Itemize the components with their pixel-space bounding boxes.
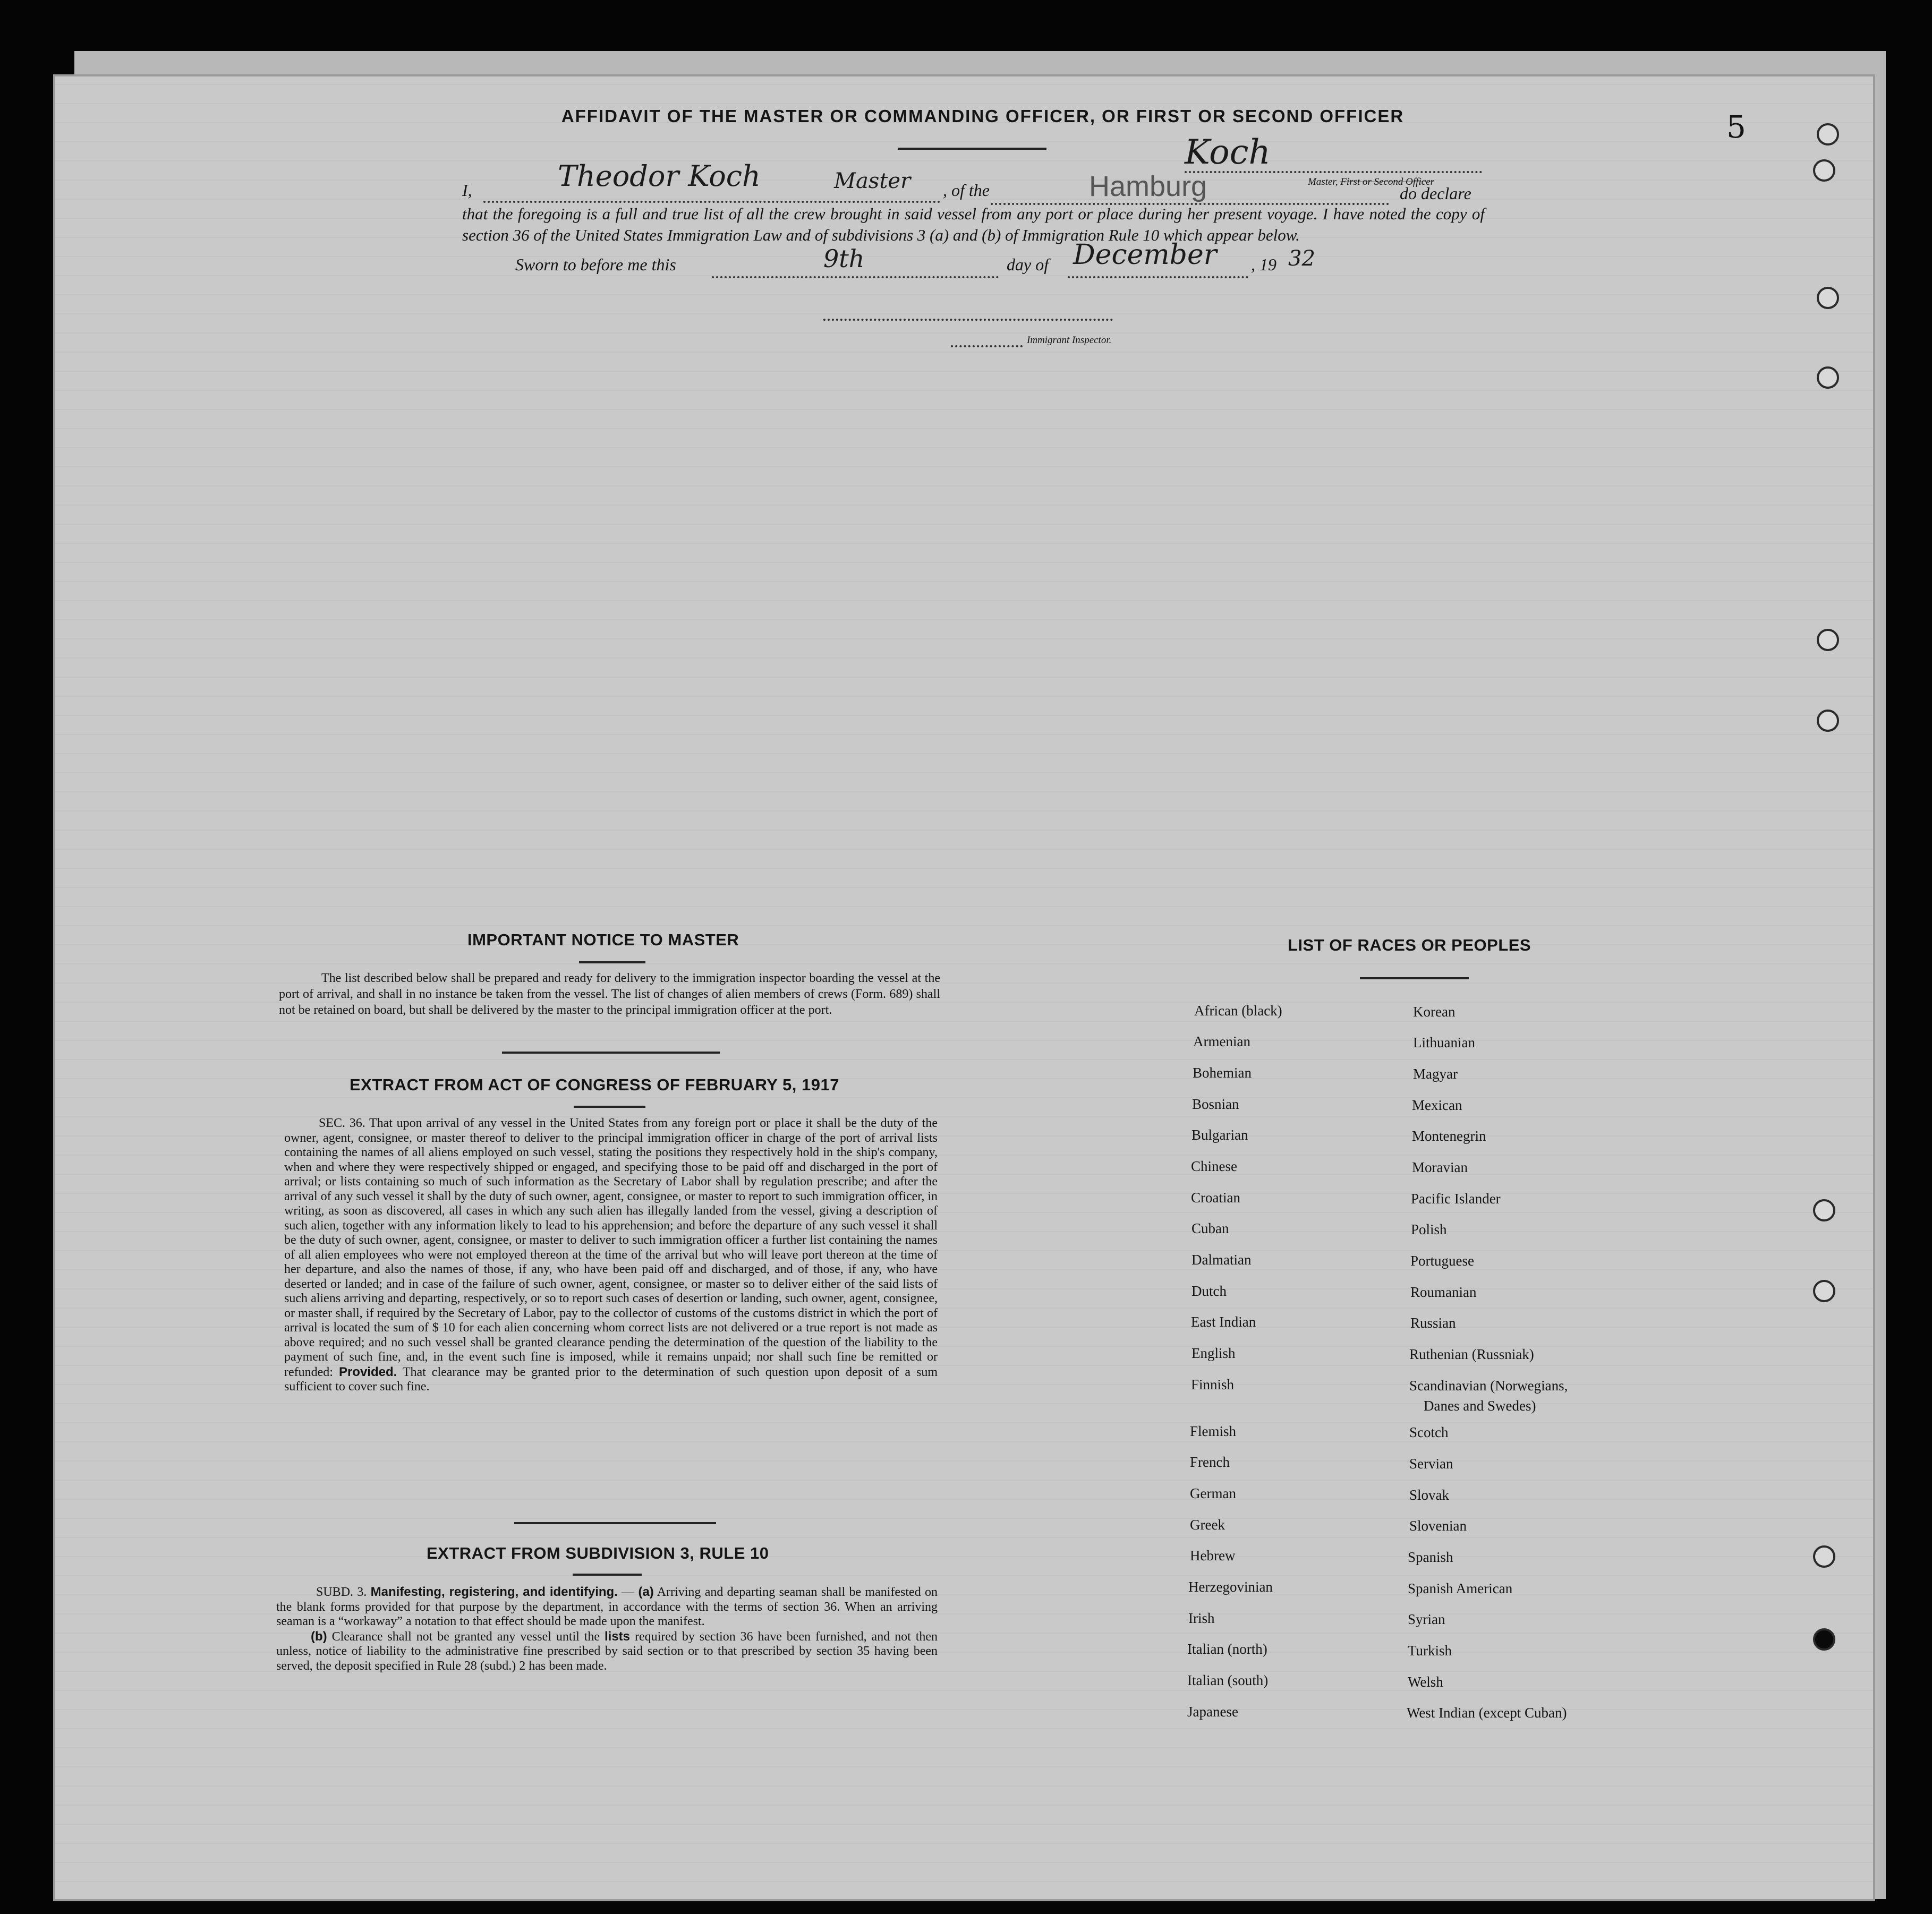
race-item: Welsh [1408,1674,1443,1690]
sworn-month: December [1073,239,1217,271]
binder-hole [1817,366,1839,389]
race-item: Cuban [1191,1220,1229,1236]
race-item: Slovak [1409,1487,1450,1503]
race-item: Ruthenian (Russniak) [1409,1346,1534,1362]
binder-hole [1817,710,1839,732]
affidavit-paragraph: that the foregoing is a full and true list of all the crew brought in said vessel from any port or place during her present voyage. I have noted the copy of section 36 of the United States Immigration Law and of subdivisions 3 (a) and (b) of Immigration Rule 10 which appear below. [462,204,1485,244]
race-item: Japanese [1187,1704,1238,1720]
race-item: Irish [1188,1610,1215,1626]
signature-label-struck: First or Second Officer [1340,176,1434,187]
race-item: Montenegrin [1412,1128,1486,1144]
race-item: Italian (south) [1187,1672,1269,1688]
name-field-line [483,201,940,203]
race-item: Magyar [1413,1066,1458,1082]
races-underline [1360,977,1469,979]
binder-hole [1817,629,1839,651]
subd-b-lists: lists [605,1629,631,1644]
notice-title: IMPORTANT NOTICE TO MASTER [467,930,739,949]
section-36-body: SEC. 36. That upon arrival of any vessel in the United States from any foreign port or place it shall be the duty of the owner, agent, consignee, or master thereof to deliver to the principal immigration officer in charge of the port of arrival lists containing the names of all aliens employed on such vessel, stating the positions they respectively hold in the ship's company, when and where they were respectively shipped or engaged, and specifying those to be paid off and discharged in the port of arrival; or lists containing so much of such information as the Secretary of Labor shall by regulation prescribe; and after the arrival of any such vessel it shall by the duty of such owner, agent, consignee, or master to report to such immigration officer, in writing, as soon as discovered, all cases in which any such alien has illegally landed from the vessel, giving a description of such alien, together with any information likely to lead to his apprehension; and before the departure of any such vessel it shall be the duty of such owner, agent, consignee, or master to deliver to such immigration officer a further list containing the names of all alien employees who were not employed thereon at the time of the arrival but who will leave port thereon at the time of her departure, and also the names of those, if any, who have been paid off and discharged, and of those, if any, who have deserted or landed; and in case of the failure of such owner, agent, consignee, or master so to deliver either of the said lists of such aliens arriving and departing, respectively, or so to report such cases of desertion or landing, such owner, agent, consignee, or master shall, if required by the Secretary of Labor, pay to the collector of customs of the customs district in which the port of arrival is located the sum of $ 10 for each alien concerning whom correct lists are not delivered or a true report is not made as above required; and no such vessel shall be granted clearance pending the determination of the question of the liability to the payment of such fine, and, in the event such fine is imposed, while it remains unpaid; nor shall such fine be remitted or refunded: [284,1116,938,1379]
subd-heading: Manifesting, registering, and identifying. [370,1585,618,1599]
section-divider [514,1522,716,1524]
binder-hole [1813,159,1835,182]
sworn-day: 9th [823,244,865,273]
sworn-year: 32 [1288,246,1315,271]
race-item: Mexican [1412,1097,1462,1113]
do-declare-label: do declare [1400,184,1471,203]
vessel-name-stamp: Hamburg [1089,170,1207,202]
races-title: LIST OF RACES OR PEOPLES [1288,936,1531,954]
rule-extract-title: EXTRACT FROM SUBDIVISION 3, RULE 10 [427,1544,769,1562]
signature-label [1185,176,1434,188]
race-item: Scotch [1409,1424,1449,1440]
signature-line [1185,171,1482,173]
race-item: Servian [1409,1456,1453,1472]
race-item: Danes and Swedes) [1424,1398,1536,1414]
race-item: East Indian [1191,1314,1256,1330]
sworn-label: Sworn to before me this [515,255,676,274]
race-item: Chinese [1191,1158,1237,1174]
race-item: Pacific Islander [1411,1191,1501,1207]
race-item: Syrian [1408,1611,1445,1627]
race-item: Dutch [1191,1283,1227,1299]
race-item: Flemish [1190,1423,1237,1439]
race-item: Korean [1413,1004,1456,1020]
binder-hole [1817,123,1839,146]
declarant-name: Theodor Koch [558,159,761,193]
race-item: Turkish [1408,1643,1452,1659]
master-signature: Koch [1185,133,1271,172]
notice-text: The list described below shall be prepared and ready for delivery to the immigration inspector boarding the vessel at the port of arrival, and shall in no instance be taken from the vessel. The list of changes of alien members of crews (Form. 689) shall not be retained on board, but shall be delivered by the master to the principal immigration officer at the port. [279,971,940,1017]
subd-a-text: Arriving and departing seaman shall be manifested on the blank forms provided for that purpose by the department, in accordance with the terms of section 36. When an arriving seaman is a “workaway” a notation to that effect should be made upon the manifest. [276,1585,938,1628]
declarant-rank: Master [834,169,911,193]
race-item: Hebrew [1190,1548,1236,1563]
race-item: Croatian [1191,1190,1240,1206]
race-item: English [1191,1345,1236,1361]
race-item: Scandinavian (Norwegians, [1409,1378,1568,1394]
race-item: Finnish [1191,1377,1235,1392]
race-item: Portuguese [1410,1253,1474,1269]
race-item: Herzegovinian [1188,1579,1273,1595]
race-item: African (black) [1194,1003,1282,1019]
notice-underline [579,961,645,963]
section-36-proviso: That clearance may be granted prior to the determination of such question upon deposit of a sum sufficient to cover such fine. [284,1365,938,1394]
section-divider [502,1052,720,1054]
race-item: Russian [1410,1315,1456,1331]
act-extract-title: EXTRACT FROM ACT OF CONGRESS OF FEBRUARY 5, 1917 [350,1075,839,1094]
subd-b-text-2: required by section 36 have been furnished, and not then unless, notice of liability to the administrative fine prescribed by said section or to that prescribed by section 35 having been served, the deposit specified in Rule 28 (subd.) 2 has been made. [276,1629,938,1673]
subd-dash: — [617,1585,639,1599]
binder-hole [1813,1545,1835,1568]
binder-hole [1813,1199,1835,1221]
day-of-label: day of [1007,255,1049,274]
subd-label: SUBD. 3. [316,1585,367,1599]
binder-hole [1817,287,1839,309]
race-item: Lithuanian [1413,1035,1475,1050]
race-item: West Indian (except Cuban) [1407,1705,1567,1721]
race-item: Armenian [1193,1033,1250,1049]
race-item: Moravian [1412,1159,1468,1175]
race-item: Roumanian [1410,1284,1477,1300]
subd-a-label: (a) [638,1585,654,1599]
race-item: Greek [1190,1517,1225,1533]
binder-hole-filled [1813,1628,1835,1651]
corner-handwritten-mark: 5 [1726,109,1746,145]
race-item: Bosnian [1192,1096,1239,1112]
rule-extract-underline [573,1574,642,1576]
year-prefix: , 19 [1251,255,1276,274]
race-item: Bulgarian [1191,1127,1248,1143]
section-36-text [284,1116,938,1395]
inspector-signature-line [823,319,1113,321]
act-extract-underline [574,1106,645,1108]
subd-b-text-1: Clearance shall not be granted any vessel until the [331,1629,600,1644]
subd-b-label: (b) [311,1629,327,1644]
race-item: Italian (north) [1187,1641,1267,1657]
month-field-line [1068,276,1248,278]
inspector-label-line [951,345,1023,347]
signature-label-master: Master, [1307,176,1338,187]
race-item: Spanish American [1408,1580,1513,1596]
race-item: French [1190,1454,1230,1470]
provided-label: Provided. [338,1364,397,1379]
inspector-label: Immigrant Inspector. [1027,335,1112,346]
race-item: Spanish [1408,1549,1453,1565]
race-item: Polish [1411,1221,1447,1237]
of-the-label: , of the [943,181,990,200]
race-item: Slovenian [1409,1518,1467,1534]
day-field-line [712,276,999,278]
declarant-prefix: I, [462,181,472,200]
affidavit-title: AFFIDAVIT OF THE MASTER OR COMMANDING OFFICER, OR FIRST OR SECOND OFFICER [561,106,1405,126]
race-item: German [1190,1485,1236,1501]
race-item: Dalmatian [1191,1252,1252,1268]
race-item: Bohemian [1193,1065,1252,1081]
binder-hole [1813,1280,1835,1302]
rule-10-text [276,1585,938,1673]
title-underline [898,148,1046,150]
